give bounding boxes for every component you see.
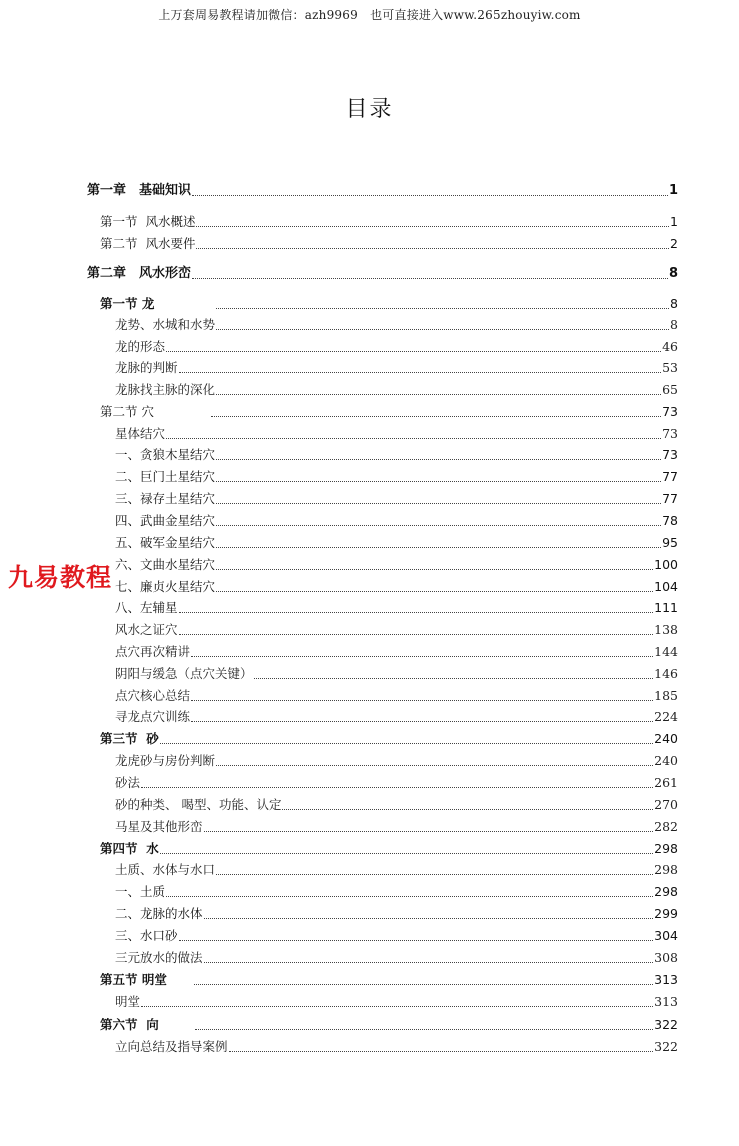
toc-page-number: 8 xyxy=(670,317,678,332)
toc-page-number: 185 xyxy=(654,688,678,703)
toc-entry-label: 龙虎砂与房份判断 xyxy=(115,753,216,768)
toc-section[interactable] xyxy=(100,210,678,230)
leader-dots xyxy=(204,831,654,832)
toc-page-number: 53 xyxy=(662,360,678,375)
toc-subsection[interactable] xyxy=(115,815,678,835)
download-banner: 上万套周易教程请加微信：azh9969 也可直接进入www.265zhouyiw.com xyxy=(158,8,581,22)
toc-page-number: 8 xyxy=(668,266,678,281)
toc-entry-label: 第二节 风水要件 xyxy=(100,236,196,251)
toc-page-number: 240 xyxy=(654,753,678,768)
leader-dots xyxy=(204,918,654,919)
toc-subsection[interactable] xyxy=(115,880,678,900)
toc-section[interactable] xyxy=(100,232,678,252)
toc-page-number: 78 xyxy=(662,513,678,528)
toc-subsection[interactable] xyxy=(115,1035,678,1055)
toc-page-number: 77 xyxy=(662,469,678,484)
toc-page-number: 282 xyxy=(654,819,678,834)
toc-entry-label: 点穴再次精讲 xyxy=(115,644,191,659)
leader-dots xyxy=(216,765,653,766)
toc-entry-label: 龙势、水城和水势 xyxy=(115,317,216,332)
toc-page-number: 95 xyxy=(662,535,678,550)
leader-dots xyxy=(160,853,653,854)
toc-subsection[interactable] xyxy=(115,335,678,355)
toc-page-number: 298 xyxy=(654,884,678,899)
watermark-stamp: 九易教程 xyxy=(8,558,112,594)
toc-entry-label: 风水之证穴 xyxy=(115,622,178,637)
toc-page-number: 144 xyxy=(654,644,678,659)
toc-entry-label: 砂法 xyxy=(115,775,141,790)
toc-entry-label: 寻龙点穴训练 xyxy=(115,709,191,724)
leader-dots xyxy=(160,743,653,744)
toc-subsection[interactable] xyxy=(115,662,678,682)
leader-dots xyxy=(196,248,669,249)
leader-dots xyxy=(196,226,669,227)
toc-subsection[interactable] xyxy=(115,422,678,442)
toc-subsection[interactable] xyxy=(115,924,678,944)
toc-page-number: 73 xyxy=(662,404,678,419)
toc-page-number: 73 xyxy=(662,447,678,462)
toc-entry-label: 二、龙脉的水体 xyxy=(115,906,203,921)
toc-page-number: 46 xyxy=(662,339,678,354)
toc-page-number: 1 xyxy=(670,214,678,229)
leader-dots xyxy=(166,896,653,897)
toc-section[interactable] xyxy=(100,837,678,857)
toc-entry-label: 六、文曲水星结穴 xyxy=(115,557,216,572)
toc-entry-label: 立向总结及指导案例 xyxy=(115,1039,228,1054)
toc-page-number: 100 xyxy=(654,557,678,572)
leader-dots xyxy=(216,329,669,330)
toc-entry-label: 第二章 风水形峦 xyxy=(87,266,192,281)
toc-page-number: 322 xyxy=(654,1017,678,1032)
leader-dots xyxy=(216,547,661,548)
toc-subsection[interactable] xyxy=(115,575,678,595)
toc-page-number: 73 xyxy=(662,426,678,441)
toc-page-number: 8 xyxy=(670,296,678,311)
leader-dots xyxy=(216,481,661,482)
toc-subsection[interactable] xyxy=(115,356,678,376)
toc-entry-label: 第二节 穴 xyxy=(100,404,210,419)
toc-entry-label: 第三节 砂 xyxy=(100,731,159,746)
toc-subsection[interactable] xyxy=(115,946,678,966)
toc-page-number: 138 xyxy=(654,622,678,637)
toc-section[interactable] xyxy=(100,400,678,420)
toc-subsection[interactable] xyxy=(115,618,678,638)
toc-chapter-2[interactable] xyxy=(87,262,678,282)
toc-subsection[interactable] xyxy=(115,990,678,1010)
toc-subsection[interactable] xyxy=(115,771,678,791)
leader-dots xyxy=(195,1029,654,1030)
toc-entry-label: 三元放水的做法 xyxy=(115,950,203,965)
leader-dots xyxy=(191,700,653,701)
toc-page-number: 299 xyxy=(654,906,678,921)
leader-dots xyxy=(216,394,661,395)
toc-entry-label: 四、武曲金星结穴 xyxy=(115,513,216,528)
leader-dots xyxy=(282,809,653,810)
toc-entry-label: 第一节 风水概述 xyxy=(100,214,196,229)
toc-subsection[interactable] xyxy=(115,487,678,507)
leader-dots xyxy=(211,416,661,417)
toc-entry-label: 龙脉的判断 xyxy=(115,360,178,375)
toc-section[interactable] xyxy=(100,292,678,312)
leader-dots xyxy=(179,634,654,635)
toc-page-number: 224 xyxy=(654,709,678,724)
toc-page-number: 304 xyxy=(654,928,678,943)
toc-entry-label: 八、左辅星 xyxy=(115,600,178,615)
toc-page-number: 270 xyxy=(654,797,678,812)
toc-page-number: 313 xyxy=(654,994,678,1009)
toc-subsection[interactable] xyxy=(115,793,678,813)
toc-page-number: 104 xyxy=(654,579,678,594)
leader-dots xyxy=(179,612,654,613)
toc-entry-label: 第六节 向 xyxy=(100,1017,194,1032)
toc-section[interactable] xyxy=(100,1013,678,1033)
leader-dots xyxy=(216,459,661,460)
toc-page-number: 1 xyxy=(668,183,678,198)
toc-subsection[interactable] xyxy=(115,378,678,398)
leader-dots xyxy=(191,656,653,657)
toc-entry-label: 明堂 xyxy=(115,994,141,1009)
toc-subsection[interactable] xyxy=(115,858,678,878)
leader-dots xyxy=(216,525,661,526)
toc-page-number: 298 xyxy=(654,862,678,877)
toc-section[interactable] xyxy=(100,968,678,988)
toc-entry-label: 马星及其他形峦 xyxy=(115,819,203,834)
toc-page-number: 65 xyxy=(662,382,678,397)
toc-subsection[interactable] xyxy=(115,749,678,769)
leader-dots xyxy=(194,984,653,985)
toc-subsection[interactable] xyxy=(115,553,678,573)
toc-entry-label: 星体结穴 xyxy=(115,426,166,441)
toc-subsection[interactable] xyxy=(115,313,678,333)
toc-page-number: 2 xyxy=(670,236,678,251)
toc-page-number: 298 xyxy=(654,841,678,856)
leader-dots xyxy=(204,962,654,963)
toc-subsection[interactable] xyxy=(115,596,678,616)
leader-dots xyxy=(216,308,669,309)
leader-dots xyxy=(216,569,653,570)
toc-page-number: 313 xyxy=(654,972,678,987)
leader-dots xyxy=(229,1051,654,1052)
toc-page-number: 308 xyxy=(654,950,678,965)
toc-section[interactable] xyxy=(100,727,678,747)
toc-page-number: 146 xyxy=(654,666,678,681)
leader-dots xyxy=(216,591,653,592)
toc-page-number: 77 xyxy=(662,491,678,506)
toc-page-number: 261 xyxy=(654,775,678,790)
toc-subsection[interactable] xyxy=(115,531,678,551)
leader-dots xyxy=(192,195,668,196)
leader-dots xyxy=(216,503,661,504)
toc-entry-label: 龙的形态 xyxy=(115,339,166,354)
toc-chapter-1[interactable] xyxy=(87,179,678,199)
toc-entry-label: 第四节 水 xyxy=(100,841,159,856)
toc-entry-label: 第一章 基础知识 xyxy=(87,183,192,198)
leader-dots xyxy=(179,372,662,373)
toc-entry-label: 五、破军金星结穴 xyxy=(115,535,216,550)
toc-subsection[interactable] xyxy=(115,902,678,922)
leader-dots xyxy=(141,1006,653,1007)
toc-subsection[interactable] xyxy=(115,443,678,463)
toc-entry-label: 阴阳与缓急（点穴关键） xyxy=(115,666,253,681)
toc-subsection[interactable] xyxy=(115,509,678,529)
toc-entry-label: 砂的种类、 喝型、功能、认定 xyxy=(115,797,282,812)
toc-entry-label: 七、廉贞火星结穴 xyxy=(115,579,216,594)
toc-entry-label: 二、巨门土星结穴 xyxy=(115,469,216,484)
page-title: 目录 xyxy=(345,97,394,122)
toc-entry-label: 三、禄存土星结穴 xyxy=(115,491,216,506)
toc-subsection[interactable] xyxy=(115,705,678,725)
toc-entry-label: 点穴核心总结 xyxy=(115,688,191,703)
toc-entry-label: 三、水口砂 xyxy=(115,928,178,943)
toc-entry-label: 第五节 明堂 xyxy=(100,972,193,987)
toc-entry-label: 一、贪狼木星结穴 xyxy=(115,447,216,462)
leader-dots xyxy=(191,721,653,722)
toc-page-number: 111 xyxy=(654,600,678,615)
toc-page-number: 240 xyxy=(654,731,678,746)
toc-entry-label: 一、土质 xyxy=(115,884,166,899)
toc-entry-label: 土质、水体与水口 xyxy=(115,862,216,877)
leader-dots xyxy=(254,678,654,679)
leader-dots xyxy=(166,438,661,439)
leader-dots xyxy=(192,278,668,279)
leader-dots xyxy=(179,940,654,941)
leader-dots xyxy=(141,787,653,788)
leader-dots xyxy=(166,351,661,352)
toc-subsection[interactable] xyxy=(115,640,678,660)
toc-entry-label: 第一节 龙 xyxy=(100,296,216,311)
toc-subsection[interactable] xyxy=(115,684,678,704)
toc-subsection[interactable] xyxy=(115,465,678,485)
toc-entry-label: 龙脉找主脉的深化 xyxy=(115,382,216,397)
leader-dots xyxy=(216,874,653,875)
toc-page-number: 322 xyxy=(654,1039,678,1054)
